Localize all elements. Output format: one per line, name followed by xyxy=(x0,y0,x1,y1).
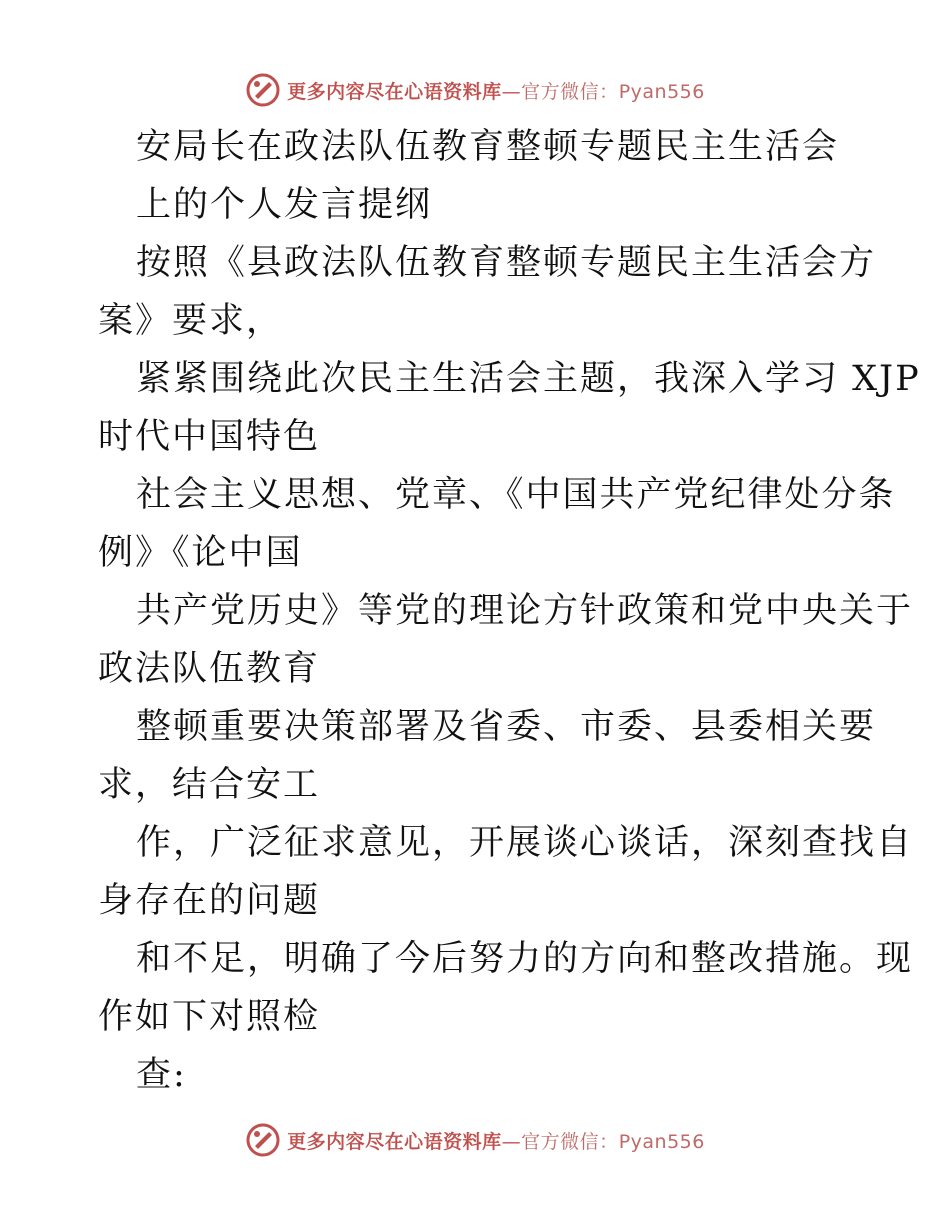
doc-line-13: 作，广泛征求意见，开展谈心谈话，深刻查找自 xyxy=(136,823,914,863)
doc-line-6: 时代中国特色 xyxy=(98,417,321,457)
doc-line-14: 身存在的问题 xyxy=(98,881,321,921)
header-dash: — xyxy=(501,80,522,103)
header-banner xyxy=(0,70,950,110)
header-contact-label: 官方微信： xyxy=(521,80,619,103)
doc-line-5: 紧紧围绕此次民主生活会主题，我深入学习 XJP xyxy=(136,359,921,399)
brand-logo-icon xyxy=(245,72,281,108)
doc-line-15: 和不足，明确了今后努力的方向和整改措施。现 xyxy=(136,939,914,979)
header-banner-text xyxy=(287,77,705,104)
doc-line-4: 案》要求， xyxy=(98,301,284,341)
doc-line-17: 查: xyxy=(136,1055,187,1095)
doc-line-1: 安局长在政法队伍教育整顿专题民主生活会 xyxy=(136,127,840,167)
footer-banner-text xyxy=(287,1127,705,1154)
footer-dash: — xyxy=(501,1130,522,1153)
doc-line-12: 求，结合安工 xyxy=(98,765,321,805)
document-body xyxy=(98,118,921,1104)
doc-line-2: 上的个人发言提纲 xyxy=(136,185,433,225)
footer-banner xyxy=(0,1120,950,1160)
doc-line-16: 作如下对照检 xyxy=(98,997,321,1037)
header-contact-id: Pyan556 xyxy=(618,80,705,103)
doc-line-3: 按照《县政法队伍教育整顿专题民主生活会方 xyxy=(136,243,877,283)
doc-line-11: 整顿重要决策部署及省委、市委、县委相关要 xyxy=(136,707,877,747)
doc-line-10: 政法队伍教育 xyxy=(98,649,321,689)
footer-contact-label: 官方微信： xyxy=(521,1130,619,1153)
footer-brand-text: 更多内容尽在心语资料库 xyxy=(287,1130,502,1153)
doc-line-7: 社会主义思想、党章、《中国共产党纪律处分条 xyxy=(136,475,896,515)
doc-line-9: 共产党历史》等党的理论方针政策和党中央关于 xyxy=(136,591,914,631)
brand-logo-icon xyxy=(245,1122,281,1158)
doc-line-8: 例》《论中国 xyxy=(98,533,303,573)
header-brand-text: 更多内容尽在心语资料库 xyxy=(287,80,502,103)
footer-contact-id: Pyan556 xyxy=(618,1130,705,1153)
